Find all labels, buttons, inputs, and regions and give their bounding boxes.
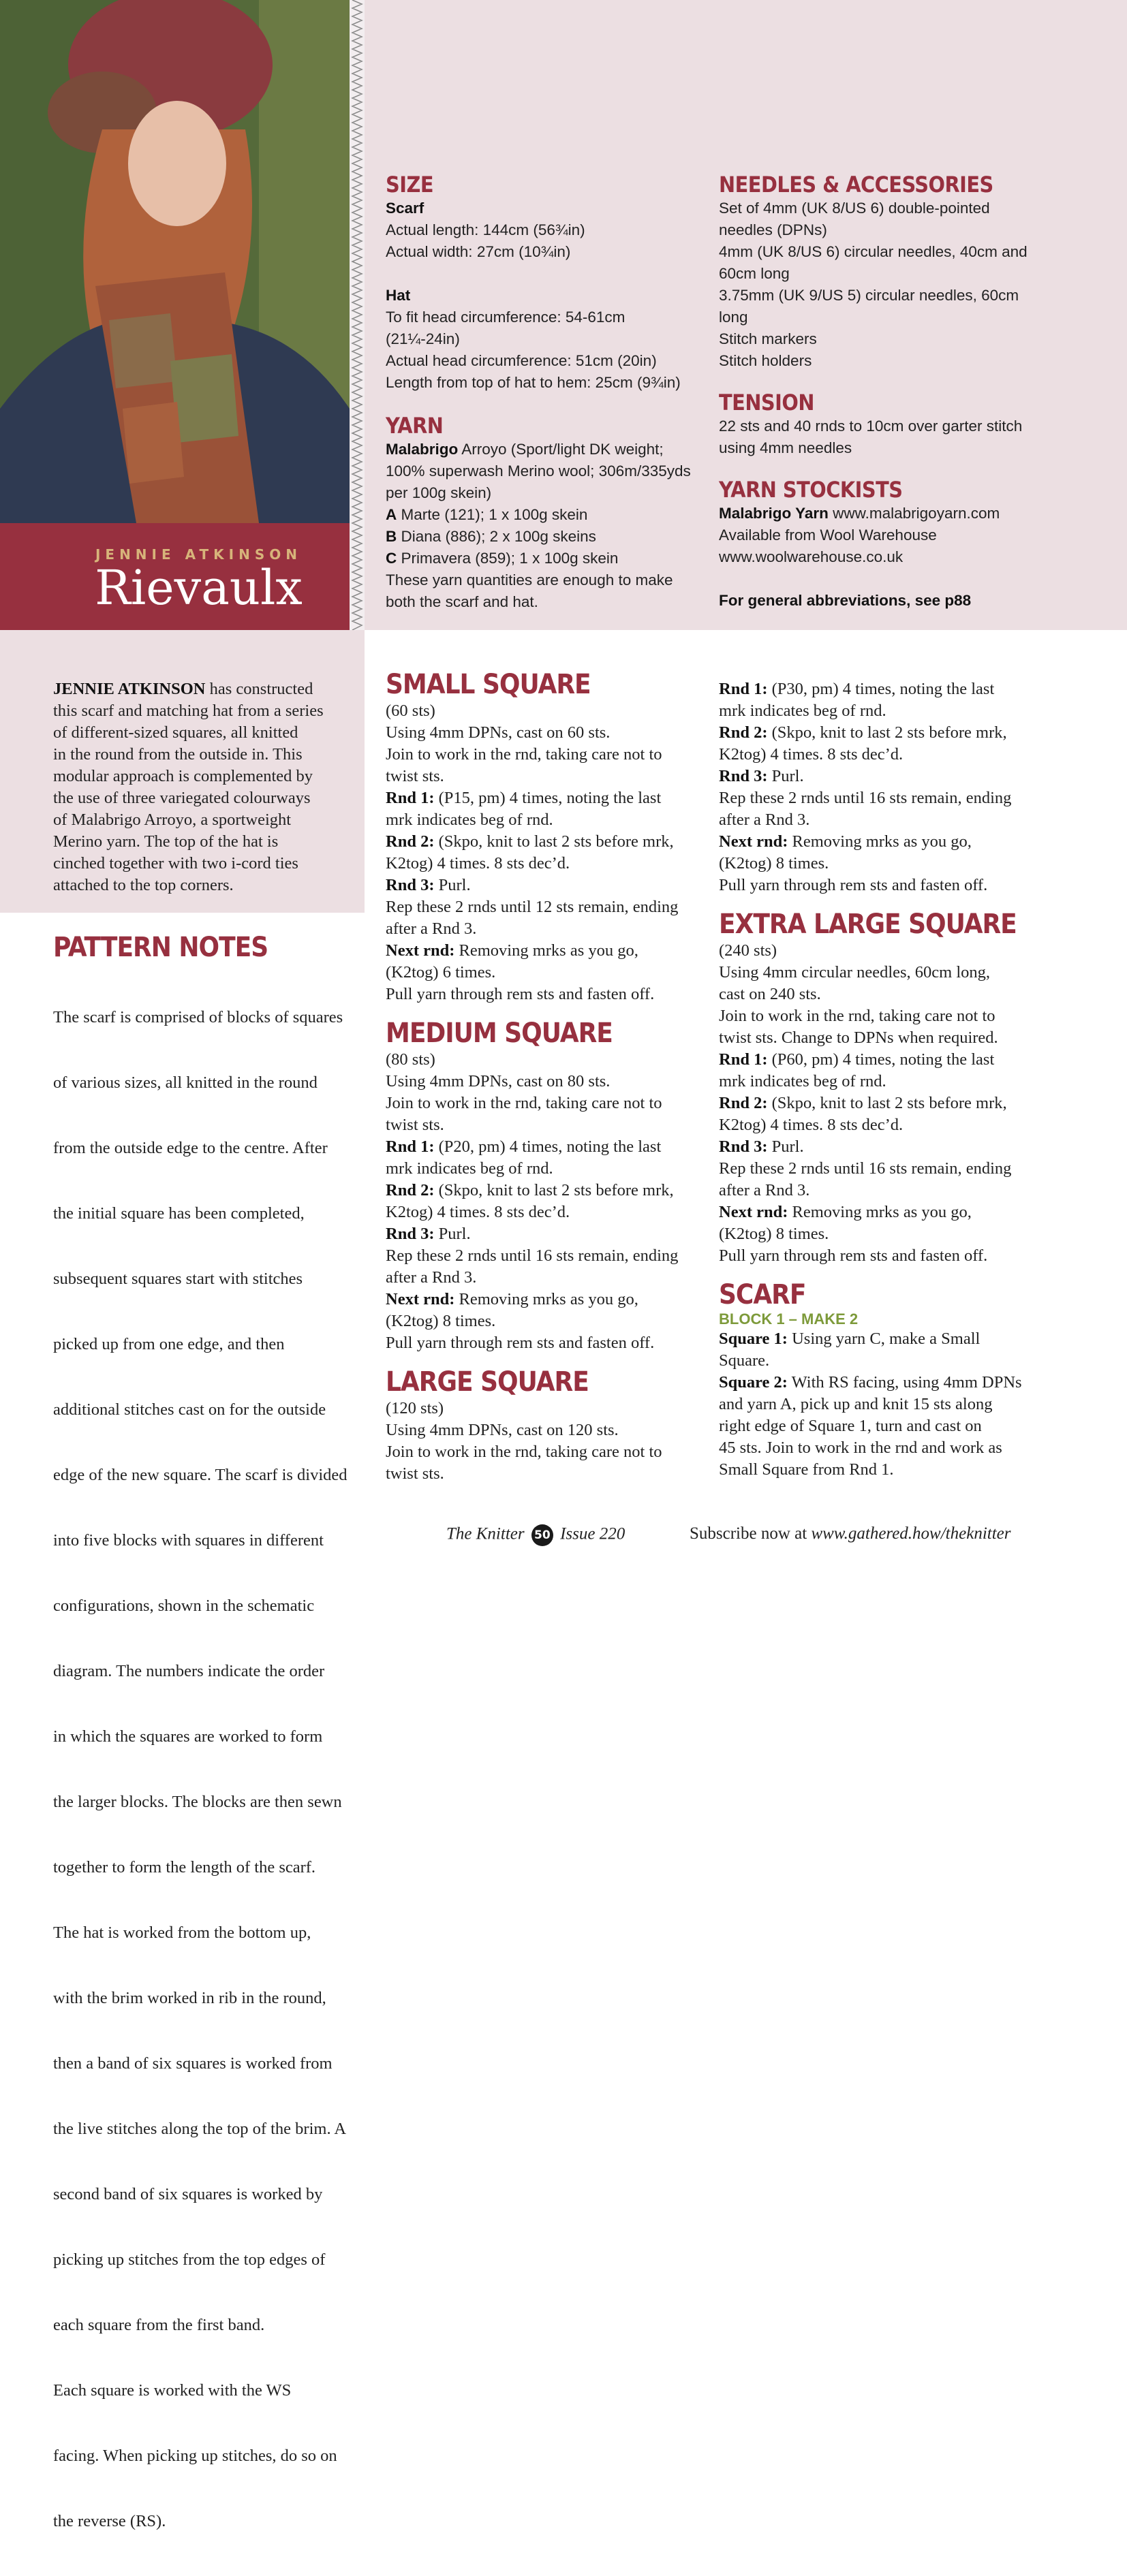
yarn-heading: YARN [386,413,444,439]
instruction-text: cast on 240 sts. [719,985,821,1003]
notes-line: second band of six squares is worked by [53,2185,323,2203]
small-square-section [386,669,713,1005]
instruction-line [386,940,713,962]
issue-number: Issue 220 [560,1524,626,1543]
instruction-text: Using 4mm circular needles, 60cm long, [719,963,991,981]
tension-line: using 4mm needles [719,439,852,456]
instruction-line [386,1223,713,1245]
scarf-label: Scarf [386,200,424,217]
round-label: Next rnd: [719,1203,788,1221]
instruction-line [386,1158,713,1180]
yarn-body [386,439,713,613]
instruction-line [719,809,1100,831]
tension-line: 22 sts and 40 rnds to 10cm over garter stitch [719,418,1023,435]
instruction-line [719,1114,1100,1136]
instruction-text: twist sts. [386,1116,444,1134]
notes-line: configurations, shown in the schematic [53,1597,315,1615]
magazine-name: The Knitter [446,1524,525,1543]
medium-square-body [386,1049,713,1354]
instruction-text: right edge of Square 1, turn and cast on [719,1417,982,1435]
notes-line: the reverse (RS). [53,2512,166,2530]
instruction-text: twist sts. Change to DPNs when required. [719,1028,998,1047]
instruction-line [719,1437,1100,1459]
instruction-text: twist sts. [386,1464,444,1483]
instruction-text: (K2tog) 6 times. [386,963,496,981]
instruction-line [719,984,1100,1005]
instruction-text: Rep these 2 rnds until 16 sts remain, ending [719,789,1012,807]
instruction-line [386,700,713,722]
needles-body [719,198,1100,372]
size-section [386,172,713,394]
instruction-line [386,1245,713,1267]
instruction-line [386,744,713,766]
instruction-text: Pull yarn through rem sts and fasten off. [386,985,655,1003]
notes-line: edge of the new square. The scarf is divided [53,1466,348,1484]
scarf-body [719,1328,1100,1481]
instruction-text: (240 sts) [719,941,777,960]
instruction-line [719,831,1100,853]
instruction-text: Using yarn C, make a Small [787,1330,981,1348]
notes-line: subsequent squares start with stitches [53,1270,303,1288]
intro-line: attached to the top corners. [53,876,234,894]
intro-line: the use of three variegated colourways [53,789,311,807]
instruction-line [386,962,713,984]
instruction-line [719,678,1100,700]
instruction-line [386,1419,713,1441]
notes-line: picked up from one edge, and then [53,1335,285,1353]
needles-line: Set of 4mm (UK 8/US 6) double-pointed [719,200,990,217]
instruction-text: mrk indicates beg of rnd. [386,1159,553,1178]
instruction-line [386,1136,713,1158]
needles-heading: NEEDLES & ACCESSORIES [719,172,993,198]
size-line: To fit head circumference: 54-61cm [386,309,626,326]
instruction-text: (Skpo, knit to last 2 sts before mrk, [434,832,674,851]
instruction-text: Small Square from Rnd 1. [719,1460,894,1479]
instruction-line [386,1267,713,1289]
tension-section [719,390,1100,459]
instruction-text: Removing mrks as you go, [788,832,972,851]
instruction-text: K2tog) 4 times. 8 sts dec’d. [719,1116,904,1134]
intro-text [53,678,353,896]
stockists-section [719,477,1100,612]
instruction-text: (60 sts) [386,702,435,720]
instruction-line [719,853,1100,875]
instruction-text: K2tog) 4 times. 8 sts dec’d. [719,745,904,764]
instruction-line [386,1201,713,1223]
instruction-text: Using 4mm DPNs, cast on 120 sts. [386,1421,619,1439]
stockist-brand: Malabrigo Yarn [719,505,829,522]
colour-key: B [386,528,397,545]
stockists-body [719,503,1100,612]
round-label: Rnd 2: [719,1094,768,1112]
intro-line: Merino yarn. The top of the hat is [53,832,279,851]
instruction-text: Purl. [434,876,471,894]
colour-text: Marte (121); 1 x 100g skein [397,506,588,523]
colour-key: C [386,550,397,567]
stockist-line: www.woolwarehouse.co.uk [719,548,904,565]
instruction-line [719,1136,1100,1158]
designer-name: JENNIE ATKINSON [95,546,303,563]
needles-line: Stitch holders [719,352,812,369]
instruction-text: With RS facing, using 4mm DPNs [787,1373,1022,1392]
instruction-line [386,787,713,809]
yarn-section [386,413,713,613]
instruction-text: (P30, pm) 4 times, noting the last [767,680,995,698]
instruction-line [386,1093,713,1114]
intro-line: of Malabrigo Arroyo, a sportweight [53,811,292,829]
instruction-text: (P15, pm) 4 times, noting the last [434,789,662,807]
instruction-text: Join to work in the rnd, taking care not to [386,745,662,764]
instruction-line [719,1180,1100,1201]
instruction-text: (K2tog) 8 times. [719,1225,829,1243]
instruction-text: Rep these 2 rnds until 16 sts remain, ending [719,1159,1012,1178]
instruction-line [719,1027,1100,1049]
yarn-brand: Malabrigo [386,441,459,458]
instruction-line [719,1245,1100,1267]
instruction-text: Removing mrks as you go, [454,1290,638,1308]
instruction-line [386,1071,713,1093]
colour-text: Primavera (859); 1 x 100g skein [397,550,619,567]
instruction-text: after a Rnd 3. [719,1181,810,1199]
round-label: Rnd 3: [386,1225,435,1243]
instruction-text: (120 sts) [386,1399,444,1417]
round-label: Rnd 3: [719,1137,768,1156]
round-label: Rnd 1: [719,680,768,698]
round-label: Rnd 2: [719,723,768,742]
instruction-text: mrk indicates beg of rnd. [386,811,553,829]
instruction-text: twist sts. [386,767,444,785]
notes-line: from the outside edge to the centre. After [53,1139,328,1157]
zigzag-divider [350,0,365,630]
instruction-text: Purl. [767,767,804,785]
instruction-line [719,1201,1100,1223]
intro-line: in the round from the outside in. This [53,745,303,764]
instruction-text: Pull yarn through rem sts and fasten off. [386,1334,655,1352]
scarf-section [719,1279,1100,1481]
instruction-text: 45 sts. Join to work in the rnd and work as [719,1439,1002,1457]
instruction-line [386,1310,713,1332]
notes-line: Each square is worked with the WS [53,2381,292,2400]
large-square-continued [719,678,1100,896]
size-body [386,198,713,394]
size-line: Actual width: 27cm (10¾in) [386,243,571,260]
footer-issue [446,1524,626,1546]
needles-section [719,172,1100,372]
instruction-line [386,875,713,896]
pattern-notes-body [53,963,367,2576]
small-square-body [386,700,713,1005]
extra-large-square-section [719,909,1100,1267]
instruction-line [386,1289,713,1310]
colour-key: A [386,506,397,523]
needles-line: 3.75mm (UK 9/US 5) circular needles, 60cm [719,287,1019,304]
small-square-heading: SMALL SQUARE [386,669,591,700]
instruction-text: Pull yarn through rem sts and fasten off. [719,1246,988,1265]
extra-large-square-heading: EXTRA LARGE SQUARE [719,909,1017,940]
instruction-line [386,1332,713,1354]
instruction-text: (K2tog) 8 times. [386,1312,496,1330]
instruction-text: Join to work in the rnd, taking care not to [719,1007,995,1025]
notes-line: into five blocks with squares in different [53,1531,324,1550]
instruction-line [719,1049,1100,1071]
notes-line: of various sizes, all knitted in the round [53,1073,318,1092]
instruction-line [719,722,1100,744]
notes-line: additional stitches cast on for the outside [53,1400,326,1419]
instruction-line [386,984,713,1005]
instruction-text: (Skpo, knit to last 2 sts before mrk, [767,723,1007,742]
instruction-text: after a Rnd 3. [386,920,477,938]
instruction-line [386,766,713,787]
instruction-text: Square. [719,1351,770,1370]
instruction-text: Rep these 2 rnds until 12 sts remain, ending [386,898,679,916]
instruction-text: (P60, pm) 4 times, noting the last [767,1050,995,1069]
instruction-line [719,1223,1100,1245]
tension-heading: TENSION [719,390,814,415]
instruction-text: and yarn A, pick up and knit 15 sts along [719,1395,993,1413]
instruction-text: K2tog) 4 times. 8 sts dec’d. [386,854,570,873]
pattern-notes-heading: PATTERN NOTES [53,932,268,963]
notes-line: with the brim worked in rib in the round, [53,1989,326,2007]
instruction-line [719,1459,1100,1481]
stockist-url: www.malabrigoyarn.com [828,505,1000,522]
yarn-line: both the scarf and hat. [386,593,538,610]
intro-line: this scarf and matching hat from a series [53,702,324,720]
round-label: Next rnd: [386,1290,455,1308]
model-photo [0,0,350,523]
notes-line: the larger blocks. The blocks are then sewn [53,1793,342,1811]
medium-square-heading: MEDIUM SQUARE [386,1018,613,1049]
round-label: Next rnd: [386,941,455,960]
instruction-text: Using 4mm DPNs, cast on 80 sts. [386,1072,611,1090]
intro-line: of different-sized squares, all knitted [53,723,298,742]
instruction-line [386,1463,713,1485]
instruction-text: (K2tog) 8 times. [719,854,829,873]
size-heading: SIZE [386,172,433,198]
instruction-line [719,1350,1100,1372]
size-line: Length from top of hat to hem: 25cm (9¾in) [386,374,681,391]
round-label: Rnd 2: [386,832,435,851]
round-label: Rnd 3: [386,876,435,894]
instruction-line [719,1372,1100,1394]
needles-line: 4mm (UK 8/US 6) circular needles, 40cm and [719,243,1028,260]
round-label: Square 2: [719,1373,788,1392]
notes-line: The scarf is comprised of blocks of squares [53,1008,343,1026]
notes-line: in which the squares are worked to form [53,1727,323,1746]
notes-line: the initial square has been completed, [53,1204,305,1223]
instruction-line [719,766,1100,787]
colour-text: Diana (886); 2 x 100g skeins [397,528,596,545]
instruction-text: Using 4mm DPNs, cast on 60 sts. [386,723,611,742]
notes-line: The hat is worked from the bottom up, [53,1923,311,1942]
subscribe-text: Subscribe now at [690,1524,812,1543]
instruction-line [386,809,713,831]
instruction-line [719,1005,1100,1027]
instruction-line [719,1328,1100,1350]
round-label: Rnd 2: [386,1181,435,1199]
size-line: Actual head circumference: 51cm (20in) [386,352,657,369]
instruction-line [719,875,1100,896]
pattern-title: Rievaulx [95,560,303,616]
instruction-text: Removing mrks as you go, [454,941,638,960]
instruction-line [719,744,1100,766]
intro-line: modular approach is complemented by [53,767,313,785]
instruction-line [719,1071,1100,1093]
instruction-text: (80 sts) [386,1050,435,1069]
notes-line: then a band of six squares is worked from [53,2054,333,2073]
instruction-text: K2tog) 4 times. 8 sts dec’d. [386,1203,570,1221]
round-label: Rnd 3: [719,767,768,785]
instruction-line [719,1394,1100,1415]
stockist-line: Available from Wool Warehouse [719,527,937,544]
instruction-line [386,1049,713,1071]
instruction-text: Join to work in the rnd, taking care not to [386,1094,662,1112]
stockists-heading: YARN STOCKISTS [719,477,903,503]
instruction-line [386,1180,713,1201]
instruction-line [386,722,713,744]
instruction-line [386,831,713,853]
instruction-text: mrk indicates beg of rnd. [719,1072,886,1090]
notes-line: facing. When picking up stitches, do so on [53,2447,337,2465]
yarn-line: Arroyo (Sport/light DK weight; [458,441,664,458]
needles-line: 60cm long [719,265,790,282]
instruction-text: Purl. [434,1225,471,1243]
needles-line: needles (DPNs) [719,221,827,238]
notes-line: each square from the first band. [53,2316,265,2334]
instruction-text: after a Rnd 3. [719,811,810,829]
notes-line: the live stitches along the top of the brim. A [53,2120,347,2138]
block-subheading: BLOCK 1 – MAKE 2 [719,1310,859,1328]
instruction-text: Removing mrks as you go, [788,1203,972,1221]
instruction-text: Purl. [767,1137,804,1156]
instruction-text: (Skpo, knit to last 2 sts before mrk, [434,1181,674,1199]
page-number-badge: 50 [531,1524,553,1546]
instruction-line [386,896,713,918]
notes-line: together to form the length of the scarf. [53,1858,316,1876]
footer-subscribe [690,1524,1010,1543]
large-square-heading: LARGE SQUARE [386,1366,589,1398]
instruction-line [386,1114,713,1136]
instruction-line [719,1158,1100,1180]
large-square-section [386,1366,713,1485]
scarf-heading: SCARF [719,1279,806,1310]
intro-line: cinched together with two i-cord ties [53,854,298,873]
instruction-text: mrk indicates beg of rnd. [719,702,886,720]
intro-lead: JENNIE ATKINSON [53,680,206,698]
instruction-text: Rep these 2 rnds until 16 sts remain, ending [386,1246,679,1265]
yarn-line: 100% superwash Merino wool; 306m/335yds [386,462,691,480]
medium-square-section [386,1018,713,1354]
instruction-text: (Skpo, knit to last 2 sts before mrk, [767,1094,1007,1112]
instruction-text: after a Rnd 3. [386,1268,477,1287]
hat-label: Hat [386,287,411,304]
size-line: (21¼-24in) [386,330,460,347]
instruction-line [719,962,1100,984]
needles-line: Stitch markers [719,330,817,347]
instruction-line [719,940,1100,962]
abbreviations-note: For general abbreviations, see p88 [719,592,972,609]
instruction-text: Join to work in the rnd, taking care not to [386,1443,662,1461]
instruction-line [719,700,1100,722]
instruction-line [719,1415,1100,1437]
notes-line: diagram. The numbers indicate the order [53,1662,325,1680]
instruction-line [386,918,713,940]
intro-line: has constructed [205,680,313,698]
round-label: Next rnd: [719,832,788,851]
round-label: Rnd 1: [386,1137,435,1156]
round-label: Rnd 1: [386,789,435,807]
yarn-line: These yarn quantities are enough to make [386,571,673,588]
instruction-text: Pull yarn through rem sts and fasten off. [719,876,988,894]
large-square-body [386,1398,713,1485]
size-line: Actual length: 144cm (56¾in) [386,221,585,238]
yarn-line: per 100g skein) [386,484,492,501]
tension-body [719,415,1100,459]
round-label: Rnd 1: [719,1050,768,1069]
instruction-text: (P20, pm) 4 times, noting the last [434,1137,662,1156]
extra-large-square-body [719,940,1100,1267]
instruction-line [719,1093,1100,1114]
instruction-line [386,853,713,875]
pattern-notes-section [53,932,367,2576]
needles-line: long [719,309,748,326]
notes-line: picking up stitches from the top edges of [53,2250,326,2269]
instruction-line [719,787,1100,809]
instruction-line [386,1441,713,1463]
round-label: Square 1: [719,1330,788,1348]
instruction-line [386,1398,713,1419]
subscribe-link[interactable]: www.gathered.how/theknitter [811,1524,1011,1543]
